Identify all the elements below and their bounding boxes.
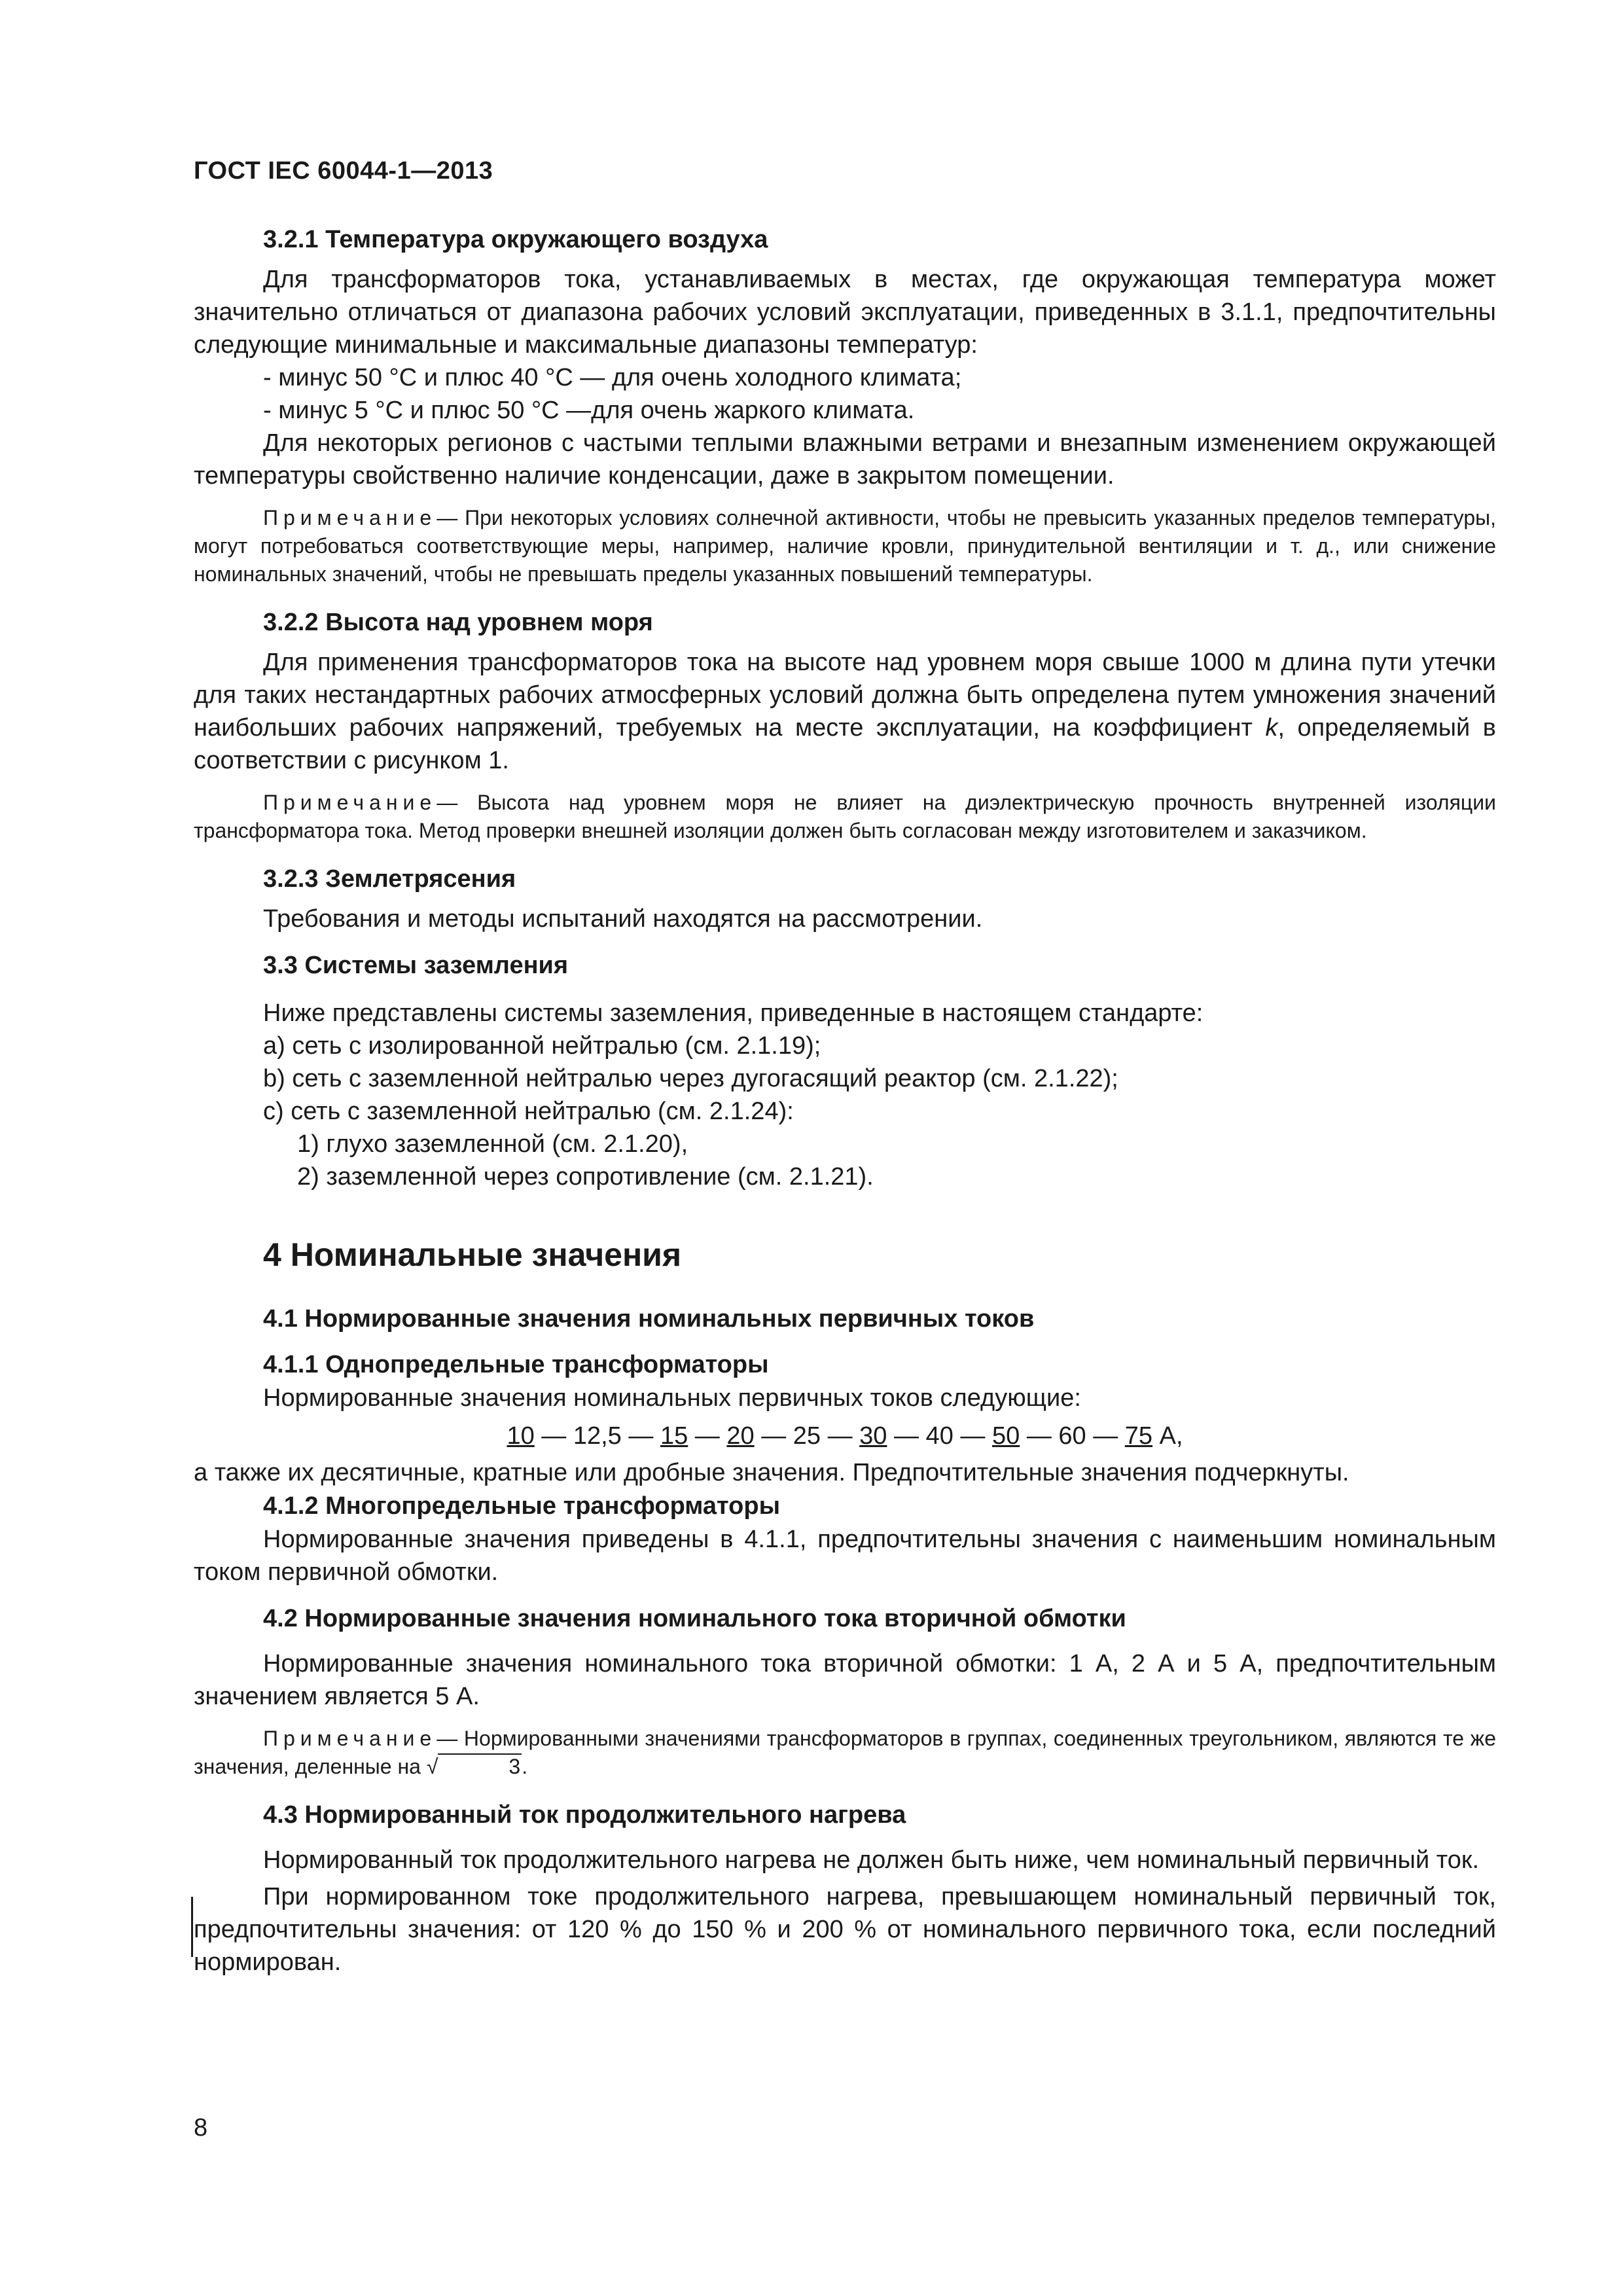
section-heading-4-2: 4.2 Нормированные значения номинального тока вторичной обмотки xyxy=(263,1605,1126,1632)
paragraph xyxy=(194,646,1496,777)
note-text: — При некоторых условиях солнечной активности, чтобы не превысить указанных пределов температуры, могут потребоваться соответствующие меры, например, наличие кровли, принудительной вентиляции и т. д., или снижение номинальных значений, чтобы не превышать пределы указанных повышений температуры. xyxy=(194,506,1496,586)
series-separator: — xyxy=(754,1422,793,1450)
section-heading-3-2-1: 3.2.1 Температура окружающего воздуха xyxy=(263,226,768,253)
section-heading-4-1: 4.1 Нормированные значения номинальных первичных токов xyxy=(263,1305,1035,1333)
note xyxy=(194,504,1496,588)
paragraph: а также их десятичные, кратные или дробные значения. Предпочтительные значения подчеркнуты. xyxy=(194,1459,1349,1486)
section-heading-4-1-2: 4.1.2 Многопредельные трансформаторы xyxy=(263,1492,781,1520)
series-value: 10 xyxy=(507,1422,535,1450)
note-text: — Нормированными значениями трансформаторов в группах, соединенных треугольником, являются те же значения, деленные на xyxy=(194,1727,1496,1778)
coefficient-symbol: k xyxy=(1265,714,1278,742)
series-value: 30 xyxy=(859,1422,887,1450)
series-separator: — xyxy=(953,1422,992,1450)
section-heading-4-1-1: 4.1.1 Однопредельные трансформаторы xyxy=(263,1351,769,1378)
sqrt-argument: 3 xyxy=(438,1753,522,1778)
note-label: Примечание xyxy=(263,1727,437,1750)
note-label: Примечание xyxy=(263,791,437,814)
list-item: a) сеть с изолированной нейтралью (см. 2.1.19); xyxy=(263,1032,821,1060)
section-heading-3-2-3: 3.2.3 Землетрясения xyxy=(263,865,516,893)
series-value: 60 xyxy=(1058,1422,1086,1450)
series-value: 12,5 xyxy=(573,1422,622,1450)
note-label: Примечание xyxy=(263,506,437,529)
chapter-heading-4: 4 Номинальные значения xyxy=(263,1236,682,1273)
section-heading-3-3: 3.3 Системы заземления xyxy=(263,952,569,979)
page-number: 8 xyxy=(194,2114,208,2142)
series-separator: — xyxy=(1020,1422,1059,1450)
list-item: c) сеть с заземленной нейтралью (см. 2.1.24): xyxy=(263,1098,794,1125)
series-value: 75 xyxy=(1124,1422,1153,1450)
paragraph: Нормированные значения приведены в 4.1.1, предпочтительны значения с наименьшим номинальным током первичной обмотки. xyxy=(194,1526,1496,1586)
section-heading-3-2-2: 3.2.2 Высота над уровнем моря xyxy=(263,609,653,636)
preferred-values-series xyxy=(194,1420,1496,1452)
note xyxy=(194,1725,1496,1781)
document-header: ГОСТ IEC 60044-1—2013 xyxy=(194,157,493,185)
series-value: 15 xyxy=(660,1422,688,1450)
series-value: 40 xyxy=(925,1422,954,1450)
paragraph: Нормированный ток продолжительного нагрева не должен быть ниже, чем номинальный первичный ток. xyxy=(263,1846,1480,1874)
note-text: . xyxy=(522,1755,528,1778)
paragraph: При нормированном токе продолжительного нагрева, превышающем номинальный первичный ток, предпочтительны значения: от 120 % до 150 % и 200 % от номинального первичного тока, если последний нормирован. xyxy=(194,1883,1496,1976)
document-body xyxy=(194,223,1496,1979)
list-item: - минус 5 °C и плюс 50 °C —для очень жаркого климата. xyxy=(263,397,915,424)
paragraph: Для трансформаторов тока, устанавливаемых в местах, где окружающая температура может значительно отличаться от диапазона рабочих условий эксплуатации, приведенных в 3.1.1, предпочтительны следующие минимальные и максимальные диапазоны температур: xyxy=(194,266,1496,359)
sqrt-icon: √ xyxy=(426,1755,438,1778)
note xyxy=(194,789,1496,845)
series-unit: А, xyxy=(1152,1422,1183,1450)
sub-list-item: 2) заземленной через сопротивление (см. 2.1.21). xyxy=(297,1163,874,1191)
paragraph: Нормированные значения номинального тока вторичной обмотки: 1 А, 2 А и 5 А, предпочтительным значением является 5 А. xyxy=(194,1650,1496,1710)
list-item: b) сеть с заземленной нейтралью через дугогасящий реактор (см. 2.1.22); xyxy=(263,1065,1118,1092)
series-separator: — xyxy=(688,1422,727,1450)
revision-change-bar xyxy=(191,1897,193,1957)
list-item: - минус 50 °C и плюс 40 °C — для очень холодного климата; xyxy=(263,364,962,391)
series-value: 20 xyxy=(726,1422,755,1450)
series-separator: — xyxy=(621,1422,660,1450)
paragraph: Нормированные значения номинальных первичных токов следующие: xyxy=(263,1384,1081,1412)
paragraph-text: Для применения трансформаторов тока на высоте над уровнем моря свыше 1000 м длина пути утечки для таких нестандартных рабочих атмосферных условий должна быть определена путем умножения значений наибольших рабочих напряжений, требуемых на месте эксплуатации, на коэффициент xyxy=(194,649,1496,742)
paragraph: Для некоторых регионов с частыми теплыми влажными ветрами и внезапным изменением окружающей температуры свойственно наличие конденсации, даже в закрытом помещении. xyxy=(194,429,1496,490)
series-value: 50 xyxy=(991,1422,1020,1450)
paragraph-text: , определяемый в соответствии с рисунком 1. xyxy=(194,714,1496,774)
series-separator: — xyxy=(887,1422,926,1450)
section-heading-4-3: 4.3 Нормированный ток продолжительного нагрева xyxy=(263,1801,906,1829)
paragraph: Ниже представлены системы заземления, приведенные в настоящем стандарте: xyxy=(263,999,1204,1027)
series-value: 25 xyxy=(793,1422,821,1450)
note-text: — Высота над уровнем моря не влияет на диэлектрическую прочность внутренней изоляции трансформатора тока. Метод проверки внешней изоляции должен быть согласован между изготовителем и заказчиком. xyxy=(194,791,1496,842)
series-separator: — xyxy=(534,1422,573,1450)
series-separator: — xyxy=(1086,1422,1125,1450)
sub-list-item: 1) глухо заземленной (см. 2.1.20), xyxy=(297,1130,688,1158)
series-separator: — xyxy=(821,1422,860,1450)
paragraph: Требования и методы испытаний находятся на рассмотрении. xyxy=(263,905,983,933)
